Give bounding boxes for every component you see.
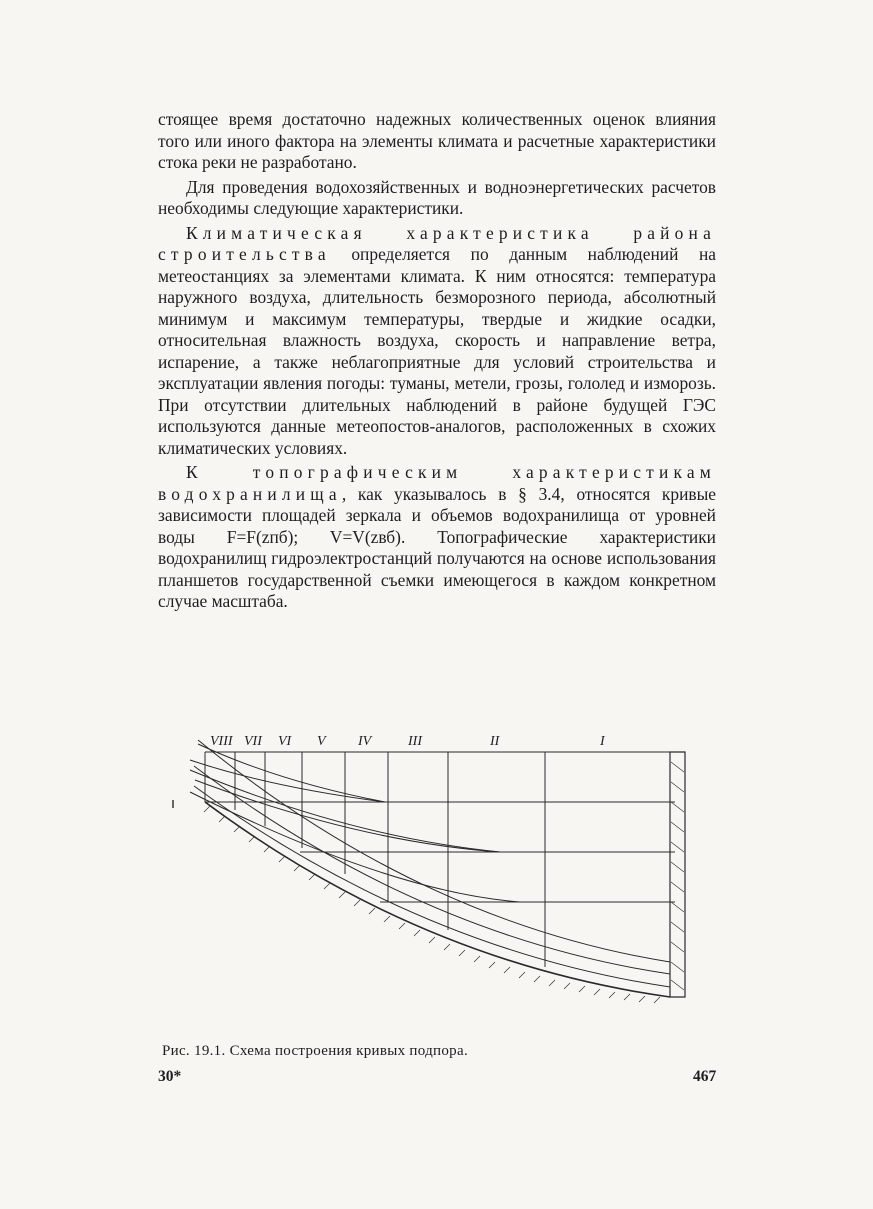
paragraph-4-rest: , как указывалось в § 3.4, относятся кривые зависимости площадей зеркала и объемов водохранилища от уровней воды F=F(zпб); V=V(zвб). Топографические характеристики водохранилищ гидроэлектростанций получаются на основе использования планшетов государственной съемки имеющегося в каждом конкретном случае масштаба. xyxy=(158,483,716,611)
paragraph-3-rest: определяется по данным наблюдений на метеостанциях за элементами климата. К ним относятся: температура наружного воздуха, длительность безморозного периода, абсолютный минимум и максимум температуры, твердые и жидкие осадки, относительная влажность воздуха, скорость и направление ветра, испарение, а также неблагоприятные для условий строительства и эксплуатации явления погоды: туманы, метели, грозы, гололед и изморозь. При отсутствии длительных наблюдений в районе будущей ГЭС используются данные метеопостов-аналогов, расположенных в схожих климатических условиях. xyxy=(158,244,716,458)
page-number: 467 xyxy=(693,1068,717,1085)
dam-face xyxy=(670,752,685,997)
section-label-iii: III xyxy=(408,734,422,749)
figure-caption: Рис. 19.1. Схема построения кривых подпора. xyxy=(162,1043,468,1059)
paragraph-2: Для проведения водохозяйственных и водноэнергетических расчетов необходимы следующие характеристики. xyxy=(158,176,716,218)
section-label-v: V xyxy=(317,734,326,749)
body-text xyxy=(158,109,716,616)
paragraph-4 xyxy=(158,462,716,613)
printer-signature: 30* xyxy=(158,1068,182,1085)
bed-hatching xyxy=(204,806,660,1003)
section-label-vii: VII xyxy=(244,734,262,749)
backwater-curve-diagram xyxy=(160,722,705,1022)
section-label-iv: IV xyxy=(358,734,372,749)
section-label-i: I xyxy=(600,734,605,749)
section-label-vi: VI xyxy=(278,734,292,749)
paragraph-4-term: К топографическим характеристикам водохранилища xyxy=(158,462,716,504)
paragraph-1: стоящее время достаточно надежных количественных оценок влияния того или иного фактора на элементы климата и расчетные характеристики стока реки не разработано. xyxy=(158,109,716,172)
paragraph-3-term: Климатическая характеристика района строительства xyxy=(158,222,716,264)
paragraph-3 xyxy=(158,223,716,460)
backwater-curve-1 xyxy=(198,744,385,802)
backwater-curve-6 xyxy=(198,740,670,962)
section-label-viii: VIII xyxy=(210,734,233,749)
section-label-ii: II xyxy=(490,734,500,749)
